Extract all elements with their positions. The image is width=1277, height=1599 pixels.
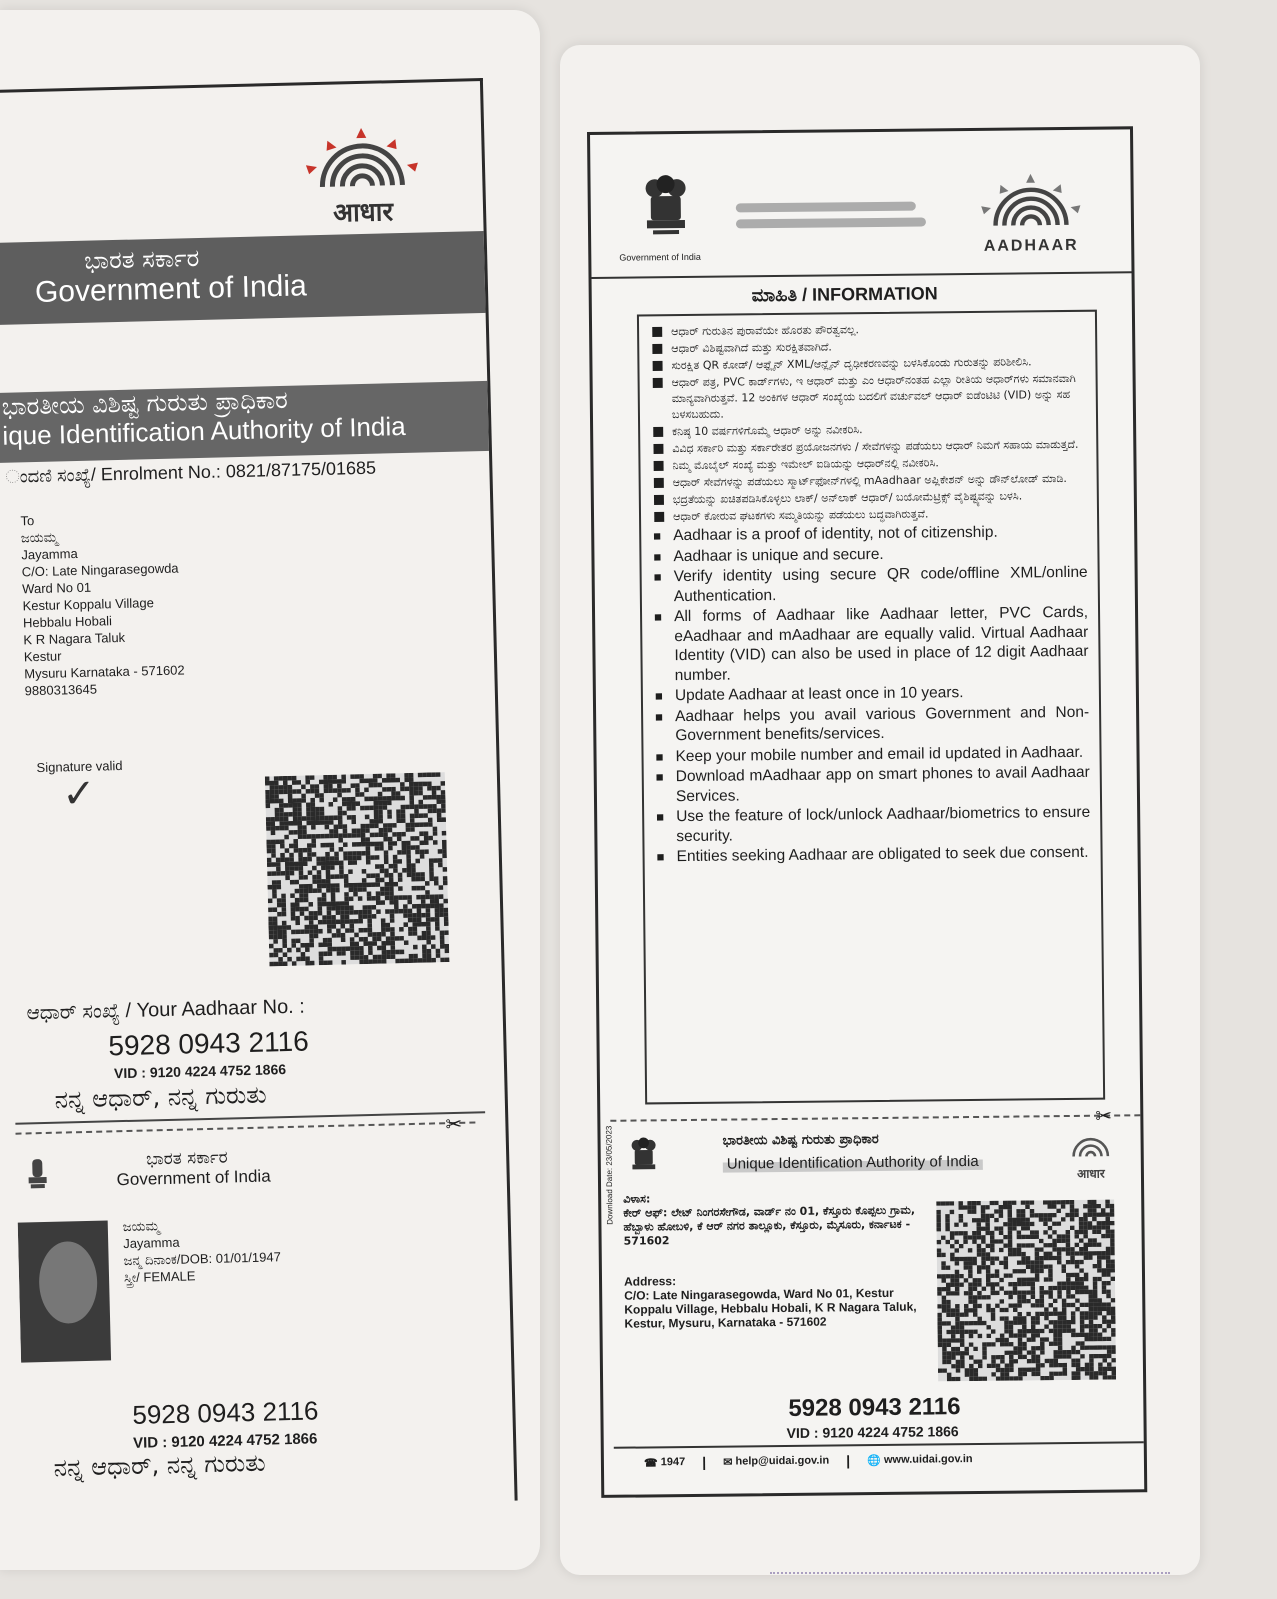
scissors-icon: ✂ — [445, 1111, 463, 1137]
card-slogan: ನನ್ನ ಆಧಾರ್, ನನ್ನ ಗುರುತು — [53, 1448, 266, 1482]
aadhaar-small-logo-text: आधार — [1077, 1166, 1105, 1181]
information-title: ಮಾಹಿತಿ / INFORMATION — [751, 283, 938, 306]
card-government-header — [116, 1146, 271, 1190]
info-item-kannada: ■ ನಿಮ್ಮ ಮೊಬೈಲ್ ಸಂಖ್ಯೆ ಮತ್ತು ಇಮೇಲ್ ಐಡಿಯನ್ನು ಆಧಾರ್‌ನಲ್ಲಿ ನವೀಕರಿಸಿ. — [650, 454, 1086, 475]
info-item-kannada: ■ ಆಧಾರ್ ಪತ್ರ, PVC ಕಾರ್ಡ್‌ಗಳು, ಇ ಆಧಾರ್ ಮತ್ತು ಎಂ ಆಧಾರ್‌ನಂತಹ ಎಲ್ಲಾ ರೀತಿಯ ಆಧಾರ್‌ಗಳು ಸಮಾನವಾಗಿ ಮಾನ್ಯವಾಗಿರುತ್ತವೆ. 12 ಅಂಕಿಗಳ ಆಧಾರ್ ಸಂಖ್ಯೆಯ ಬದಲಿಗೆ ವರ್ಚುವಲ್ ಆಧಾರ್ ಐಡೆಂಟಿಟಿ (VID) ಅನ್ನು ಸಹ ಬಳಸಬಹುದು. — [650, 371, 1086, 424]
uidai-band — [0, 381, 499, 463]
info-item-kannada: ■ ಸುರಕ್ಷಿತ QR ಕೋಡ್/ ಆಫ್ಲೈನ್ XML/ಆನ್ಲೈನ್ ದೃಢೀಕರಣವನ್ನು ಬಳಸಿಕೊಂಡು ಗುರುತನ್ನು ಪರಿಶೀಲಿಸಿ. — [649, 354, 1085, 375]
address-line: To — [20, 513, 35, 529]
info-item-kannada: ■ ಕನಿಷ್ಠ 10 ವರ್ಷಗಳಿಗೊಮ್ಮೆ ಆಧಾರ್ ಅನ್ನು ನವೀಕರಿಸಿ. — [650, 420, 1086, 441]
right-aadhaar-letter — [587, 126, 1147, 1498]
address-english — [624, 1272, 925, 1331]
card-gov-english: Government of India — [116, 1166, 271, 1190]
address-line: Hebbalu Hobali — [22, 613, 113, 631]
aadhaar-logo — [291, 122, 434, 230]
gov-english: Government of India — [34, 269, 308, 309]
check-mark-icon: ✓ — [61, 770, 97, 818]
redacted-text — [736, 202, 916, 213]
address-line: Kestur Koppalu Village — [22, 595, 155, 614]
aadhaar-number-label: ಆಧಾರ್ ಸಂಖ್ಯೆ / Your Aadhaar No. : — [26, 995, 306, 1025]
qr-code — [936, 1200, 1116, 1382]
divider — [592, 271, 1132, 279]
face-silhouette — [38, 1241, 98, 1324]
info-item: ■ Use the feature of lock/unlock Aadhaar/biometrics to ensure security. — [654, 803, 1090, 847]
aadhaar-logo — [965, 170, 1096, 256]
gov-kannada: ಭಾರತ ಸರ್ಕಾರ — [83, 243, 200, 275]
address-line: K R Nagara Taluk — [23, 629, 126, 648]
divider — [614, 1441, 1144, 1449]
slogan: ನನ್ನ ಆಧಾರ್, ನನ್ನ ಗುರುತು — [54, 1080, 267, 1114]
holder-photo — [18, 1220, 111, 1362]
aadhaar-logo-text: AADHAAR — [983, 236, 1079, 255]
address-line: 9880313645 — [24, 681, 98, 699]
recipient-address — [20, 508, 185, 699]
card-aadhaar-number: 5928 0943 2116 — [132, 1395, 319, 1430]
uidai-kannada: ಭಾರತೀಯ ವಿಶಿಷ್ಟ ಗುರುತು ಪ್ರಾಧಿಕಾರ — [1, 385, 289, 421]
info-item: ■ All forms of Aadhaar like Aadhaar letter, PVC Cards, eAadhaar and mAadhaar are equally valid. Virtual Aadhaar Identity (VID) can also be used in place of 12 digit Aadhaar number. — [652, 603, 1089, 686]
card-aadhaar-number: 5928 0943 2116 — [788, 1393, 961, 1422]
address-english-label: Address: — [623, 1274, 677, 1289]
address-line: C/O: Late Ningarasegowda — [21, 560, 179, 580]
email-icon: ✉ — [723, 1456, 733, 1469]
card-holder-details — [123, 1214, 282, 1286]
government-band — [0, 231, 496, 325]
address-line: ಜಯಮ್ಮ — [20, 529, 58, 546]
address-kannada — [623, 1190, 924, 1249]
information-list — [649, 320, 1091, 867]
left-letter-page — [0, 10, 540, 1570]
info-item: ■ Aadhaar helps you avail various Government and Non- Government benefits/services. — [653, 702, 1089, 746]
national-emblem-icon — [640, 174, 691, 252]
separator: | — [846, 1452, 851, 1469]
info-item: ■ Aadhaar is unique and secure. — [651, 542, 1087, 566]
phone-number: 1947 — [660, 1456, 686, 1469]
phone-icon: ☎ — [643, 1456, 658, 1469]
scissors-icon: ✂ — [1095, 1103, 1113, 1128]
card-uidai-kannada: ಭಾರತೀಯ ವಿಶಿಷ್ಟ ಗುರುತು ಪ್ರಾಧಿಕಾರ — [722, 1132, 879, 1149]
card-vid-number: VID : 9120 4224 4752 1866 — [786, 1423, 959, 1441]
information-box — [637, 310, 1105, 1105]
card-uidai-english: Unique Identification Authority of India — [723, 1153, 983, 1173]
holder-name-kannada: ಜಯಮ್ಮ — [122, 1218, 160, 1235]
signature-valid-label: Signature valid — [36, 757, 123, 776]
address-line: Kestur — [23, 648, 62, 665]
info-item-kannada: ■ ವಿವಿಧ ಸರ್ಕಾರಿ ಮತ್ತು ಸರ್ಕಾರೇತರ ಪ್ರಯೋಜನಗಳು / ಸೇವೆಗಳನ್ನು ಪಡೆಯಲು ಆಧಾರ್ ನಿಮಗೆ ಸಹಾಯ ಮಾಡುತ್ತದೆ. — [650, 437, 1086, 458]
info-item: ■ Download mAadhaar app on smart phones to avail Aadhaar Services. — [654, 763, 1090, 807]
info-item: ■ Aadhaar is a proof of identity, not of citizenship. — [651, 522, 1087, 546]
cut-line — [610, 1114, 1140, 1122]
globe-icon: 🌐 — [867, 1454, 881, 1467]
national-emblem-icon — [629, 1136, 660, 1185]
email-address: help@uidai.gov.in — [735, 1454, 830, 1468]
uidai-english: ique Identification Authority of India — [2, 410, 406, 451]
contact-footer — [644, 1451, 973, 1470]
fingerprint-sun-icon — [1060, 1129, 1120, 1160]
website: www.uidai.gov.in — [883, 1453, 973, 1466]
card-gov-kannada: ಭಾರತ ಸರ್ಕಾರ — [145, 1147, 228, 1170]
government-caption: Government of India — [619, 251, 701, 263]
info-item: ■ Entities seeking Aadhaar are obligated to seek due consent. — [654, 843, 1090, 867]
redacted-text — [736, 217, 926, 228]
holder-dob: ಜನ್ಮ ದಿನಾಂಕ/DOB: 01/01/1947 — [123, 1249, 282, 1269]
info-item-kannada: ■ ಆಧಾರ್ ವಿಶಿಷ್ಟವಾಗಿದೆ ಮತ್ತು ಸುರಕ್ಷಿತವಾಗಿದೆ. — [649, 337, 1085, 358]
aadhaar-small-logo — [1055, 1129, 1126, 1182]
pen-mark — [770, 1572, 1170, 1578]
info-item-kannada: ■ ಆಧಾರ್ ಗುರುತಿನ ಪುರಾವೆಯೇ ಹೊರತು ಪೌರತ್ವವಲ್ಲ. — [649, 320, 1085, 341]
right-letter-page — [560, 45, 1200, 1575]
address-english-text: C/O: Late Ningarasegowda, Ward No 01, Kestur Koppalu Village, Hebbalu Hobali, K R Nagara Taluk, Kestur, Mysuru, Karnataka - 571602 — [624, 1285, 917, 1331]
address-kannada-label: ವಿಳಾಸ: — [623, 1192, 651, 1206]
fingerprint-sun-icon — [291, 122, 433, 195]
info-item: ■ Verify identity using secure QR code/offline XML/online Authentication. — [652, 563, 1088, 607]
address-line: Mysuru Karnataka - 571602 — [24, 662, 185, 682]
card-vid-number: VID : 9120 4224 4752 1866 — [132, 1430, 318, 1452]
address-line: Jayamma — [21, 545, 78, 563]
separator: | — [702, 1453, 707, 1470]
download-date: Download Date: 23/05/2023 — [604, 1125, 615, 1225]
info-item: ■ Update Aadhaar at least once in 10 years. — [653, 682, 1089, 706]
holder-gender: ಸ್ತ್ರೀ/ FEMALE — [123, 1268, 196, 1286]
enrolment-label: ಂದಣಿ ಸಂಖ್ಯೆ/ Enrolment No.: — [5, 461, 222, 487]
qr-code — [265, 772, 450, 966]
address-line: Ward No 01 — [22, 579, 92, 597]
aadhaar-number: 5928 0943 2116 — [108, 1025, 310, 1062]
info-item: ■ Keep your mobile number and email id updated in Aadhaar. — [653, 742, 1089, 766]
info-item-kannada: ■ ಆಧಾರ್ ಸೇವೆಗಳನ್ನು ಪಡೆಯಲು ಸ್ಮಾರ್ಟ್‌ಫೋನ್‌ಗಳಲ್ಲಿ mAadhaar ಅಪ್ಲಿಕೇಶನ್ ಅನ್ನು ಡೌನ್‌ಲೋಡ್ ಮಾಡಿ. — [651, 471, 1087, 492]
fingerprint-sun-icon — [965, 170, 1096, 233]
emblem-icon — [26, 1157, 49, 1197]
aadhaar-logo-text: आधार — [332, 197, 394, 229]
holder-name: Jayamma — [123, 1234, 180, 1252]
info-item-kannada: ■ ಆಧಾರ್ ಕೋರುವ ಘಟಕಗಳು ಸಮ್ಮತಿಯನ್ನು ಪಡೆಯಲು ಬದ್ಧವಾಗಿರುತ್ತವೆ. — [651, 505, 1087, 526]
address-kannada-text: ಕೇರ್ ಆಫ್: ಲೇಟ್ ನಿಂಗರಸೇಗೌಡ, ವಾರ್ಡ್ ನಂ 01, ಕೆಸ್ತೂರು ಕೊಪ್ಪಲು ಗ್ರಾಮ, ಹೆಬ್ಬಾಳು ಹೋಬಳಿ, ಕೆ ಆರ್ ನಗರ ತಾಲ್ಲೂಕು, ಕೆಸ್ತೂರು, ಮೈಸೂರು, ಕರ್ನಾಟಕ - 571602 — [623, 1203, 916, 1248]
enrolment-number — [5, 458, 376, 488]
info-item-kannada: ■ ಭದ್ರತೆಯನ್ನು ಖಚಿತಪಡಿಸಿಕೊಳ್ಳಲು ಲಾಕ್/ ಅನ್‌ಲಾಕ್ ಆಧಾರ್/ ಬಯೋಮೆಟ್ರಿಕ್ಸ್ ವೈಶಿಷ್ಟ್ಯವನ್ನು ಬಳಸಿ. — [651, 488, 1087, 509]
left-aadhaar-letter — [0, 78, 518, 1513]
enrolment-value: 0821/87175/01685 — [225, 457, 377, 482]
vid-number: VID : 9120 4224 4752 1866 — [113, 1061, 287, 1082]
cut-line — [15, 1121, 475, 1134]
